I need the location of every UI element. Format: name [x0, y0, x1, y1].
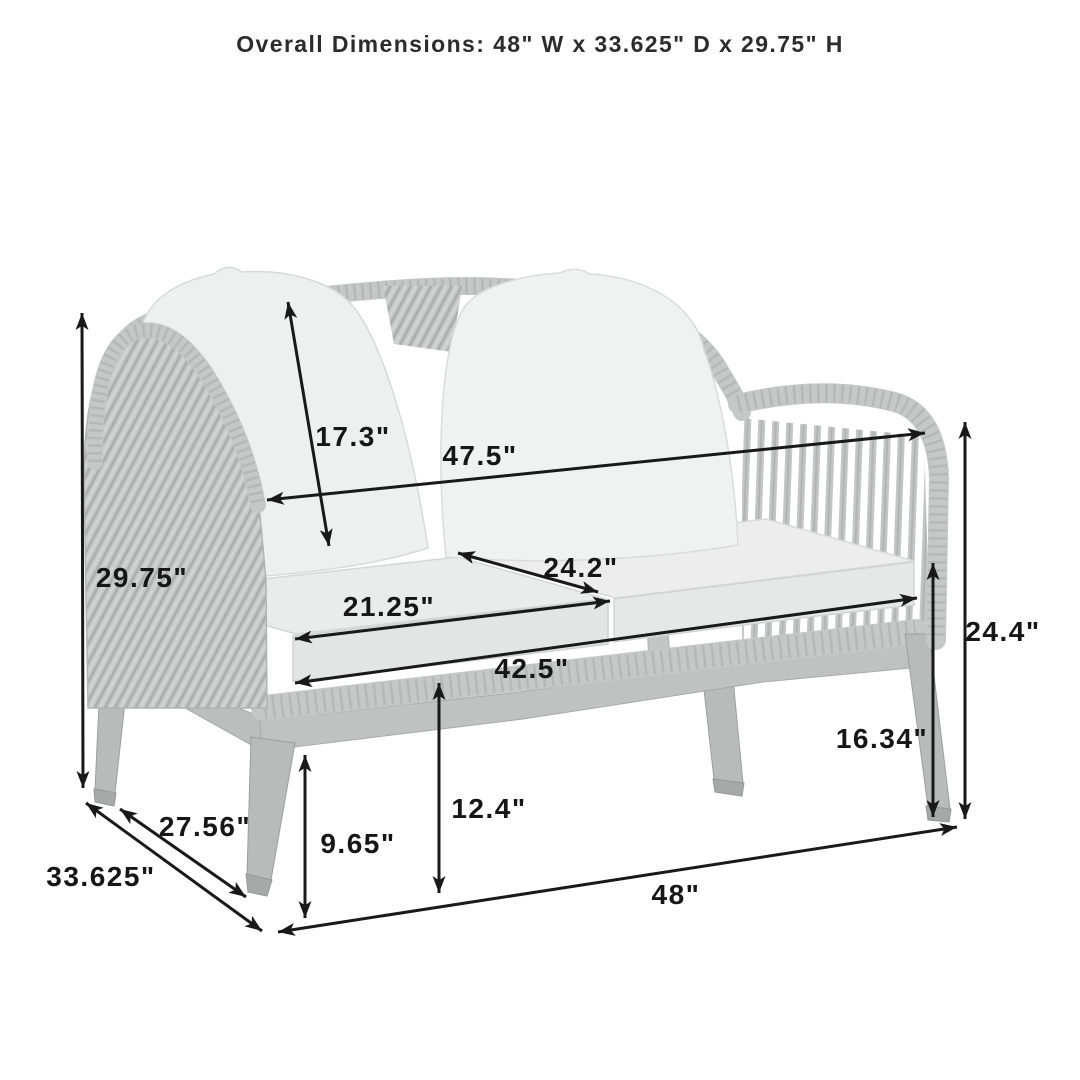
dim-label-back-pillow-height: 17.3": [315, 421, 391, 452]
dim-label-overall-depth: 33.625": [46, 861, 156, 892]
dim-label-floor-to-cushion-top-height: 16.34": [835, 723, 929, 754]
dim-label-floor-to-seat-frame-height: 12.4": [451, 793, 527, 824]
dim-label-overall-height: 29.75": [95, 562, 189, 593]
dim-line-overall-height: [82, 313, 83, 788]
dim-label-interior-width: 47.5": [442, 440, 518, 471]
dim-floor-to-arm-top-height: [965, 422, 1041, 819]
back-weave-patch: [383, 286, 462, 352]
front-right-foot: [926, 806, 951, 822]
dim-label-total-seat-width: 42.5": [494, 653, 570, 684]
dim-label-seat-cushion-width: 21.25": [342, 591, 436, 622]
front-right-leg: [905, 634, 950, 809]
page-title: Overall Dimensions: 48" W x 33.625" D x 29.75" H: [236, 31, 844, 57]
right-back-pillow: [441, 269, 738, 561]
dim-label-overall-width: 48": [651, 879, 701, 910]
front-left-leg: [247, 737, 295, 880]
dim-label-seat-cushion-depth: 24.2": [543, 552, 619, 583]
dim-label-floor-to-arm-top-height: 24.4": [965, 616, 1041, 647]
dim-label-floor-to-apron-clearance: 9.65": [320, 828, 396, 859]
dim-floor-to-apron-clearance: [305, 755, 396, 918]
dim-label-leg-span-depth: 27.56": [158, 811, 252, 842]
